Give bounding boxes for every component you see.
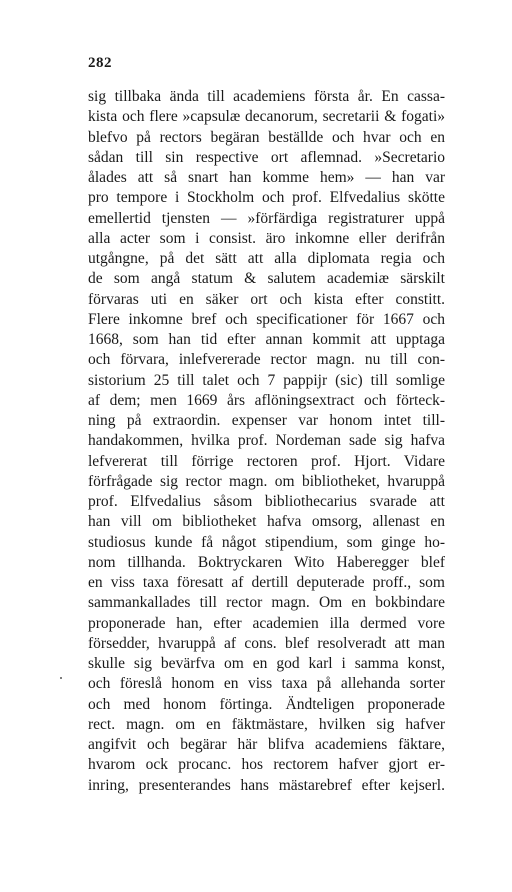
text-line: angifvit och begärar här blifva academiens fäktare, [88, 736, 445, 753]
text-line: han vill om bibliotheket hafva omsorg, allenast en [88, 513, 445, 531]
text-line: studiosus kunde få något stipendium, som ginge ho- [88, 533, 445, 551]
body-text [88, 87, 445, 796]
text-line: rect. magn. om en fäktmästare, hvilken sig hafver [88, 715, 445, 733]
text-line: de som angå statum & salutem academiæ särskilt [88, 270, 445, 288]
text-line: förvaras uti en säker ort och kista efter constitt. [88, 290, 445, 308]
text-line: sådan till sin respective ort aflemnad. »Secretario [88, 148, 445, 166]
text-line: prof. Elfvedalius såsom bibliothecarius svarade att [88, 493, 445, 510]
text-line: blefvo på rectors begäran beställde och hvar och en [88, 128, 445, 146]
text-line: skulle sig bevärfva om en god karl i samma konst, [88, 655, 445, 672]
text-line: och förvara, inlefvererade rector magn. nu till con- [88, 351, 445, 369]
text-line: utgångne, på det sätt att alla diplomata regia och [88, 250, 445, 267]
ink-speck [60, 677, 62, 679]
text-line: pro tempore i Stockholm och prof. Elfvedalius skötte [88, 189, 445, 207]
text-line: försedder, hvaruppå af cons. blef resolveradt att man [88, 634, 445, 652]
text-line: förfrågade sig rector magn. om bibliotheket, hvaruppå [88, 472, 445, 490]
text-line: af dem; men 1669 års aflöningsextract och förteck- [88, 391, 445, 409]
text-line: lefvererat till förrige rectoren prof. Hjort. Vidare [88, 452, 445, 470]
text-line: ning på extraordin. expenser var honom intet till- [88, 412, 445, 429]
text-line: sammankallades till rector magn. Om en bokbindare [88, 594, 445, 612]
text-line: inring, presenterandes hans mästarebref efter kejserl. [88, 776, 445, 794]
text-line: 1668, som han tid efter annan kommit att upptaga [88, 331, 445, 348]
text-line: och föreslå honom en viss taxa på allehanda sorter [88, 675, 445, 693]
text-line: och med honom förtinga. Ändteligen proponerade [88, 695, 445, 713]
text-line: ålades att så snart han komme hem» — han var [88, 169, 445, 186]
text-line: nom tillhanda. Boktryckaren Wito Haberegger blef [88, 553, 445, 571]
text-line: en viss taxa föresatt af dertill deputerade proff., som [88, 574, 445, 591]
text-line: emellertid tjensten — »förfärdiga registraturer uppå [88, 209, 445, 227]
text-line: handakommen, hvilka prof. Nordeman sade sig hafva [88, 432, 445, 450]
text-line: Flere inkomne bref och specificationer för 1667 och [88, 310, 445, 328]
text-line: sistorium 25 till talet och 7 pappijr (sic) till somlige [88, 371, 445, 389]
text-line: hvarom ock procanc. hos rectorem hafver gjort er- [88, 756, 445, 774]
text-line: alla acter som i consist. äro inkomne eller derifrån [88, 229, 445, 247]
text-line: sig tillbaka ända till academiens första år. En cassa- [88, 88, 445, 105]
page-number: 282 [88, 55, 112, 71]
text-line: kista och flere »capsulæ decanorum, secretarii & fogati» [88, 108, 445, 126]
text-line: proponerade han, efter academien illa dermed vore [88, 614, 445, 632]
